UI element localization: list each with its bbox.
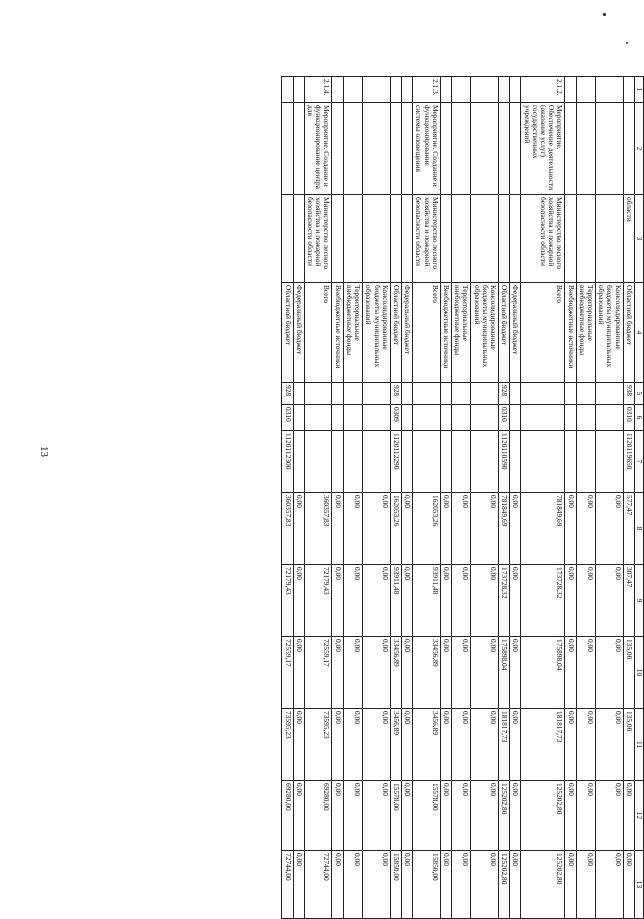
budget-table	[281, 76, 644, 919]
row-number-cell	[332, 77, 343, 103]
year-value-cell: 73595,23	[282, 709, 293, 781]
year-value-cell: 0,00	[343, 565, 362, 637]
target-article-cell	[565, 431, 576, 493]
year-value-cell: 135,00	[623, 637, 634, 709]
year-value-cell: 0,00	[451, 709, 470, 781]
grbs-cell	[471, 383, 499, 405]
section-cell: 0309	[390, 405, 401, 431]
year-value-cell: 125202,80	[521, 781, 565, 851]
year-value-cell: 0,00	[471, 637, 499, 709]
row-number-cell	[565, 77, 576, 103]
total-value-cell: 0,00	[576, 493, 595, 565]
target-article-cell: 1120112300	[282, 431, 293, 493]
year-value-cell: 0,00	[343, 781, 362, 851]
year-value-cell: 0,00	[451, 781, 470, 851]
year-value-cell: 0,00	[363, 565, 391, 637]
year-value-cell: 0,00	[576, 851, 595, 919]
row-number-cell	[576, 77, 595, 103]
total-value-cell: 162053,26	[390, 493, 401, 565]
year-value-cell: 72744,00	[304, 851, 332, 919]
row-number-cell: 2.1.3.	[413, 77, 441, 103]
grbs-cell: 938	[623, 383, 634, 405]
executor-cell	[390, 195, 401, 283]
executor-cell	[510, 195, 521, 283]
target-article-cell	[343, 431, 362, 493]
year-value-cell: 0,00	[401, 781, 412, 851]
year-value-cell: 0,00	[440, 709, 451, 781]
table-row	[521, 77, 565, 919]
target-article-cell	[510, 431, 521, 493]
section-cell	[332, 405, 343, 431]
year-value-cell: 0,00	[623, 781, 634, 851]
total-value-cell: 0,00	[332, 493, 343, 565]
activity-cell	[363, 103, 391, 195]
total-value-cell: 360357,83	[304, 493, 332, 565]
year-value-cell: 0,00	[565, 851, 576, 919]
row-number-cell	[451, 77, 470, 103]
section-cell	[521, 405, 565, 431]
year-value-cell: 0,00	[440, 565, 451, 637]
section-cell	[363, 405, 391, 431]
total-value-cell: 0,00	[510, 493, 521, 565]
column-number: 7	[634, 431, 643, 493]
executor-cell	[363, 195, 391, 283]
total-value-cell: 0,00	[471, 493, 499, 565]
funding-source-cell: Внебюджетные источники	[565, 283, 576, 383]
total-value-cell: 162053,26	[413, 493, 441, 565]
section-cell	[595, 405, 623, 431]
year-value-cell: 307,47	[623, 565, 634, 637]
total-value-cell: 0,00	[440, 493, 451, 565]
row-number-cell	[343, 77, 362, 103]
year-value-cell: 93911,48	[390, 565, 401, 637]
activity-cell	[401, 103, 412, 195]
section-cell	[510, 405, 521, 431]
executor-cell: Министерство лесного хозяйства и пожарной безопасности области	[304, 195, 332, 283]
funding-source-cell: Консолидированные бюджеты муниципальных образований	[595, 283, 623, 383]
table-row	[390, 77, 401, 919]
column-number: 8	[634, 493, 643, 565]
row-number-cell: 2.1.4.	[304, 77, 332, 103]
grbs-cell: 928	[282, 383, 293, 405]
year-value-cell: 0,00	[595, 637, 623, 709]
row-number-cell	[498, 77, 509, 103]
target-article-cell	[401, 431, 412, 493]
year-value-cell: 93911,48	[413, 565, 441, 637]
row-number-cell	[363, 77, 391, 103]
funding-source-cell: Внебюджетные источники	[440, 283, 451, 383]
year-value-cell: 0,00	[510, 851, 521, 919]
table-row	[343, 77, 362, 919]
column-number: 9	[634, 565, 643, 637]
row-number-cell	[595, 77, 623, 103]
year-value-cell: 72179,43	[304, 565, 332, 637]
grbs-cell	[565, 383, 576, 405]
year-value-cell: 175898,04	[521, 637, 565, 709]
activity-cell	[390, 103, 401, 195]
grbs-cell	[413, 383, 441, 405]
table-row	[332, 77, 343, 919]
year-value-cell: 0,00	[293, 565, 304, 637]
section-cell: 0310	[282, 405, 293, 431]
column-number: 1	[634, 77, 643, 103]
year-value-cell: 173728,32	[521, 565, 565, 637]
executor-cell	[332, 195, 343, 283]
funding-source-cell: Консолидированные бюджеты муниципальных образований	[363, 283, 391, 383]
funding-source-cell: Территориальные внебюджетные фонды	[451, 283, 470, 383]
year-value-cell: 0,00	[440, 637, 451, 709]
executor-cell	[293, 195, 304, 283]
year-value-cell: 0,00	[510, 709, 521, 781]
funding-source-cell: Областной бюджет	[498, 283, 509, 383]
target-article-cell: 1120112290	[390, 431, 401, 493]
grbs-cell: 928	[498, 383, 509, 405]
funding-source-cell: Областной бюджет	[390, 283, 401, 383]
executor-cell	[282, 195, 293, 283]
grbs-cell	[293, 383, 304, 405]
grbs-cell	[304, 383, 332, 405]
table-row	[363, 77, 391, 919]
row-number-cell	[282, 77, 293, 103]
year-value-cell: 0,00	[565, 637, 576, 709]
activity-cell	[282, 103, 293, 195]
activity-cell: Мероприятие. Обеспечение деятельности (оказание услуг) государственных учреждений	[521, 103, 565, 195]
table-row	[565, 77, 576, 919]
target-article-cell	[363, 431, 391, 493]
year-value-cell: 0,00	[343, 637, 362, 709]
funding-source-cell: Всего	[304, 283, 332, 383]
funding-source-cell: Территориальные внебюджетные фонды	[343, 283, 362, 383]
year-value-cell: 0,00	[471, 851, 499, 919]
year-value-cell: 125202,80	[498, 781, 509, 851]
funding-source-cell: Областной бюджет	[623, 283, 634, 383]
column-number: 5	[634, 383, 643, 405]
activity-cell: Мероприятие. Создание и функционирование центра для	[304, 103, 332, 195]
table-row	[413, 77, 441, 919]
year-value-cell: 72559,17	[304, 637, 332, 709]
year-value-cell: 0,00	[293, 781, 304, 851]
year-value-cell: 69280,00	[304, 781, 332, 851]
section-cell	[440, 405, 451, 431]
table-row	[451, 77, 470, 919]
year-value-cell: 72744,00	[282, 851, 293, 919]
year-value-cell: 0,00	[343, 851, 362, 919]
row-number-cell	[471, 77, 499, 103]
year-value-cell: 0,00	[293, 637, 304, 709]
year-value-cell: 0,00	[332, 637, 343, 709]
year-value-cell: 0,00	[595, 851, 623, 919]
activity-cell: Мероприятие. Создание и функционирование системы оповещения	[413, 103, 441, 195]
year-value-cell: 0,00	[576, 637, 595, 709]
target-article-cell	[576, 431, 595, 493]
table-row	[440, 77, 451, 919]
scan-speck	[603, 13, 606, 16]
column-number: 12	[634, 781, 643, 851]
section-cell	[304, 405, 332, 431]
funding-source-cell: Консолидированные бюджеты муниципальных образований	[471, 283, 499, 383]
grbs-cell	[332, 383, 343, 405]
year-value-cell: 0,00	[595, 565, 623, 637]
activity-cell	[293, 103, 304, 195]
activity-cell	[451, 103, 470, 195]
year-value-cell: 0,00	[595, 781, 623, 851]
target-article-cell	[595, 431, 623, 493]
year-value-cell: 0,00	[332, 709, 343, 781]
row-number-cell: 2.1.2.	[521, 77, 565, 103]
funding-source-cell: Федеральный бюджет	[401, 283, 412, 383]
year-value-cell: 69280,00	[282, 781, 293, 851]
year-value-cell: 0,00	[471, 709, 499, 781]
table-row	[282, 77, 293, 919]
target-article-cell	[293, 431, 304, 493]
grbs-cell	[510, 383, 521, 405]
executor-cell	[576, 195, 595, 283]
row-number-cell	[510, 77, 521, 103]
year-value-cell: 0,00	[440, 851, 451, 919]
executor-cell	[343, 195, 362, 283]
grbs-cell: 928	[390, 383, 401, 405]
row-number-cell	[401, 77, 412, 103]
year-value-cell: 181817,73	[521, 709, 565, 781]
funding-source-cell: Федеральный бюджет	[293, 283, 304, 383]
table-row	[471, 77, 499, 919]
year-value-cell: 72179,43	[282, 565, 293, 637]
column-number-row	[634, 77, 643, 919]
year-value-cell: 0,00	[451, 851, 470, 919]
activity-cell	[332, 103, 343, 195]
total-value-cell: 0,00	[595, 493, 623, 565]
year-value-cell: 0,00	[565, 781, 576, 851]
table-body	[282, 77, 634, 919]
funding-source-cell: Территориальные внебюджетные фонды	[576, 283, 595, 383]
year-value-cell: 0,00	[440, 781, 451, 851]
year-value-cell: 15578,00	[390, 781, 401, 851]
year-value-cell: 15578,00	[413, 781, 441, 851]
year-value-cell: 3456,89	[413, 709, 441, 781]
activity-cell	[510, 103, 521, 195]
table-row	[595, 77, 623, 919]
total-value-cell: 0,00	[451, 493, 470, 565]
grbs-cell	[451, 383, 470, 405]
target-article-cell: 1120110590	[498, 431, 509, 493]
total-value-cell: 0,00	[343, 493, 362, 565]
target-article-cell	[413, 431, 441, 493]
table-row	[401, 77, 412, 919]
year-value-cell: 0,00	[332, 781, 343, 851]
grbs-cell	[401, 383, 412, 405]
grbs-cell	[521, 383, 565, 405]
table-row	[510, 77, 521, 919]
target-article-cell	[521, 431, 565, 493]
year-value-cell: 0,00	[565, 709, 576, 781]
column-number: 4	[634, 283, 643, 383]
executor-cell	[440, 195, 451, 283]
year-value-cell: 181817,73	[498, 709, 509, 781]
column-number: 13	[634, 851, 643, 919]
executor-cell	[595, 195, 623, 283]
total-value-cell: 781849,69	[521, 493, 565, 565]
funding-source-cell: Всего	[413, 283, 441, 383]
executor-cell	[401, 195, 412, 283]
year-value-cell: 0,00	[293, 709, 304, 781]
row-number-cell	[390, 77, 401, 103]
total-value-cell: 781849,69	[498, 493, 509, 565]
funding-source-cell: Всего	[521, 283, 565, 383]
year-value-cell: 0,00	[623, 851, 634, 919]
year-value-cell: 0,00	[401, 637, 412, 709]
total-value-cell: 0,00	[363, 493, 391, 565]
activity-cell	[343, 103, 362, 195]
page-number: 13	[38, 446, 50, 457]
executor-cell	[498, 195, 509, 283]
year-value-cell: 72559,17	[282, 637, 293, 709]
table-row	[623, 77, 634, 919]
grbs-cell	[440, 383, 451, 405]
year-value-cell: 15850,00	[413, 851, 441, 919]
year-value-cell: 0,00	[471, 565, 499, 637]
column-number: 11	[634, 709, 643, 781]
column-number: 2	[634, 103, 643, 195]
year-value-cell: 0,00	[363, 709, 391, 781]
executor-cell: Министерство лесного хозяйства и пожарной безопасности области	[521, 195, 565, 283]
year-value-cell: 33456,89	[390, 637, 401, 709]
activity-cell	[595, 103, 623, 195]
target-article-cell	[332, 431, 343, 493]
year-value-cell: 0,00	[595, 709, 623, 781]
table-row	[576, 77, 595, 919]
target-article-cell	[440, 431, 451, 493]
year-value-cell: 0,00	[363, 637, 391, 709]
section-cell	[343, 405, 362, 431]
funding-source-cell: Областной бюджет	[282, 283, 293, 383]
section-cell	[293, 405, 304, 431]
grbs-cell	[595, 383, 623, 405]
scan-speck	[626, 42, 628, 44]
column-number: 10	[634, 637, 643, 709]
target-article-cell	[451, 431, 470, 493]
target-article-cell	[304, 431, 332, 493]
year-value-cell: 0,00	[576, 781, 595, 851]
table-row	[498, 77, 509, 919]
section-cell	[565, 405, 576, 431]
column-number: 6	[634, 405, 643, 431]
year-value-cell: 173728,32	[498, 565, 509, 637]
year-value-cell: 33456,89	[413, 637, 441, 709]
section-cell	[471, 405, 499, 431]
year-value-cell: 125202,80	[498, 851, 509, 919]
activity-cell	[565, 103, 576, 195]
funding-source-cell: Внебюджетные источники	[332, 283, 343, 383]
year-value-cell: 125202,80	[521, 851, 565, 919]
row-number-cell	[440, 77, 451, 103]
year-value-cell: 15850,00	[390, 851, 401, 919]
year-value-cell: 0,00	[576, 565, 595, 637]
rotated-table-sheet	[116, 76, 644, 918]
year-value-cell: 0,00	[471, 781, 499, 851]
target-article-cell: 1120119650	[623, 431, 634, 493]
total-value-cell: 0,00	[565, 493, 576, 565]
year-value-cell: 0,00	[576, 709, 595, 781]
total-value-cell: 577,47	[623, 493, 634, 565]
grbs-cell	[363, 383, 391, 405]
year-value-cell: 0,00	[332, 565, 343, 637]
year-value-cell: 0,00	[401, 709, 412, 781]
grbs-cell	[576, 383, 595, 405]
year-value-cell: 3456,89	[390, 709, 401, 781]
year-value-cell: 0,00	[565, 565, 576, 637]
column-number: 3	[634, 195, 643, 283]
year-value-cell: 135,00	[623, 709, 634, 781]
section-cell	[576, 405, 595, 431]
row-number-cell	[623, 77, 634, 103]
section-cell: 0310	[498, 405, 509, 431]
year-value-cell: 0,00	[510, 781, 521, 851]
executor-cell	[471, 195, 499, 283]
year-value-cell: 175898,04	[498, 637, 509, 709]
activity-cell	[440, 103, 451, 195]
executor-cell: области	[623, 195, 634, 283]
year-value-cell: 0,00	[363, 781, 391, 851]
activity-cell	[576, 103, 595, 195]
year-value-cell: 0,00	[401, 565, 412, 637]
activity-cell	[471, 103, 499, 195]
section-cell	[413, 405, 441, 431]
year-value-cell: 0,00	[343, 709, 362, 781]
year-value-cell: 0,00	[510, 565, 521, 637]
year-value-cell: 0,00	[363, 851, 391, 919]
funding-source-cell: Федеральный бюджет	[510, 283, 521, 383]
year-value-cell: 0,00	[332, 851, 343, 919]
grbs-cell	[343, 383, 362, 405]
executor-cell	[451, 195, 470, 283]
table-row	[293, 77, 304, 919]
section-cell	[401, 405, 412, 431]
target-article-cell	[471, 431, 499, 493]
year-value-cell: 73595,23	[304, 709, 332, 781]
table-row	[304, 77, 332, 919]
total-value-cell: 0,00	[401, 493, 412, 565]
activity-cell	[498, 103, 509, 195]
year-value-cell: 0,00	[401, 851, 412, 919]
activity-cell	[623, 103, 634, 195]
year-value-cell: 0,00	[451, 637, 470, 709]
row-number-cell	[293, 77, 304, 103]
year-value-cell: 0,00	[451, 565, 470, 637]
year-value-cell: 0,00	[510, 637, 521, 709]
year-value-cell: 0,00	[293, 851, 304, 919]
total-value-cell: 360357,83	[282, 493, 293, 565]
section-cell	[451, 405, 470, 431]
executor-cell	[565, 195, 576, 283]
section-cell: 0310	[623, 405, 634, 431]
executor-cell: Министерство лесного хозяйства и пожарной безопасности области	[413, 195, 441, 283]
total-value-cell: 0,00	[293, 493, 304, 565]
